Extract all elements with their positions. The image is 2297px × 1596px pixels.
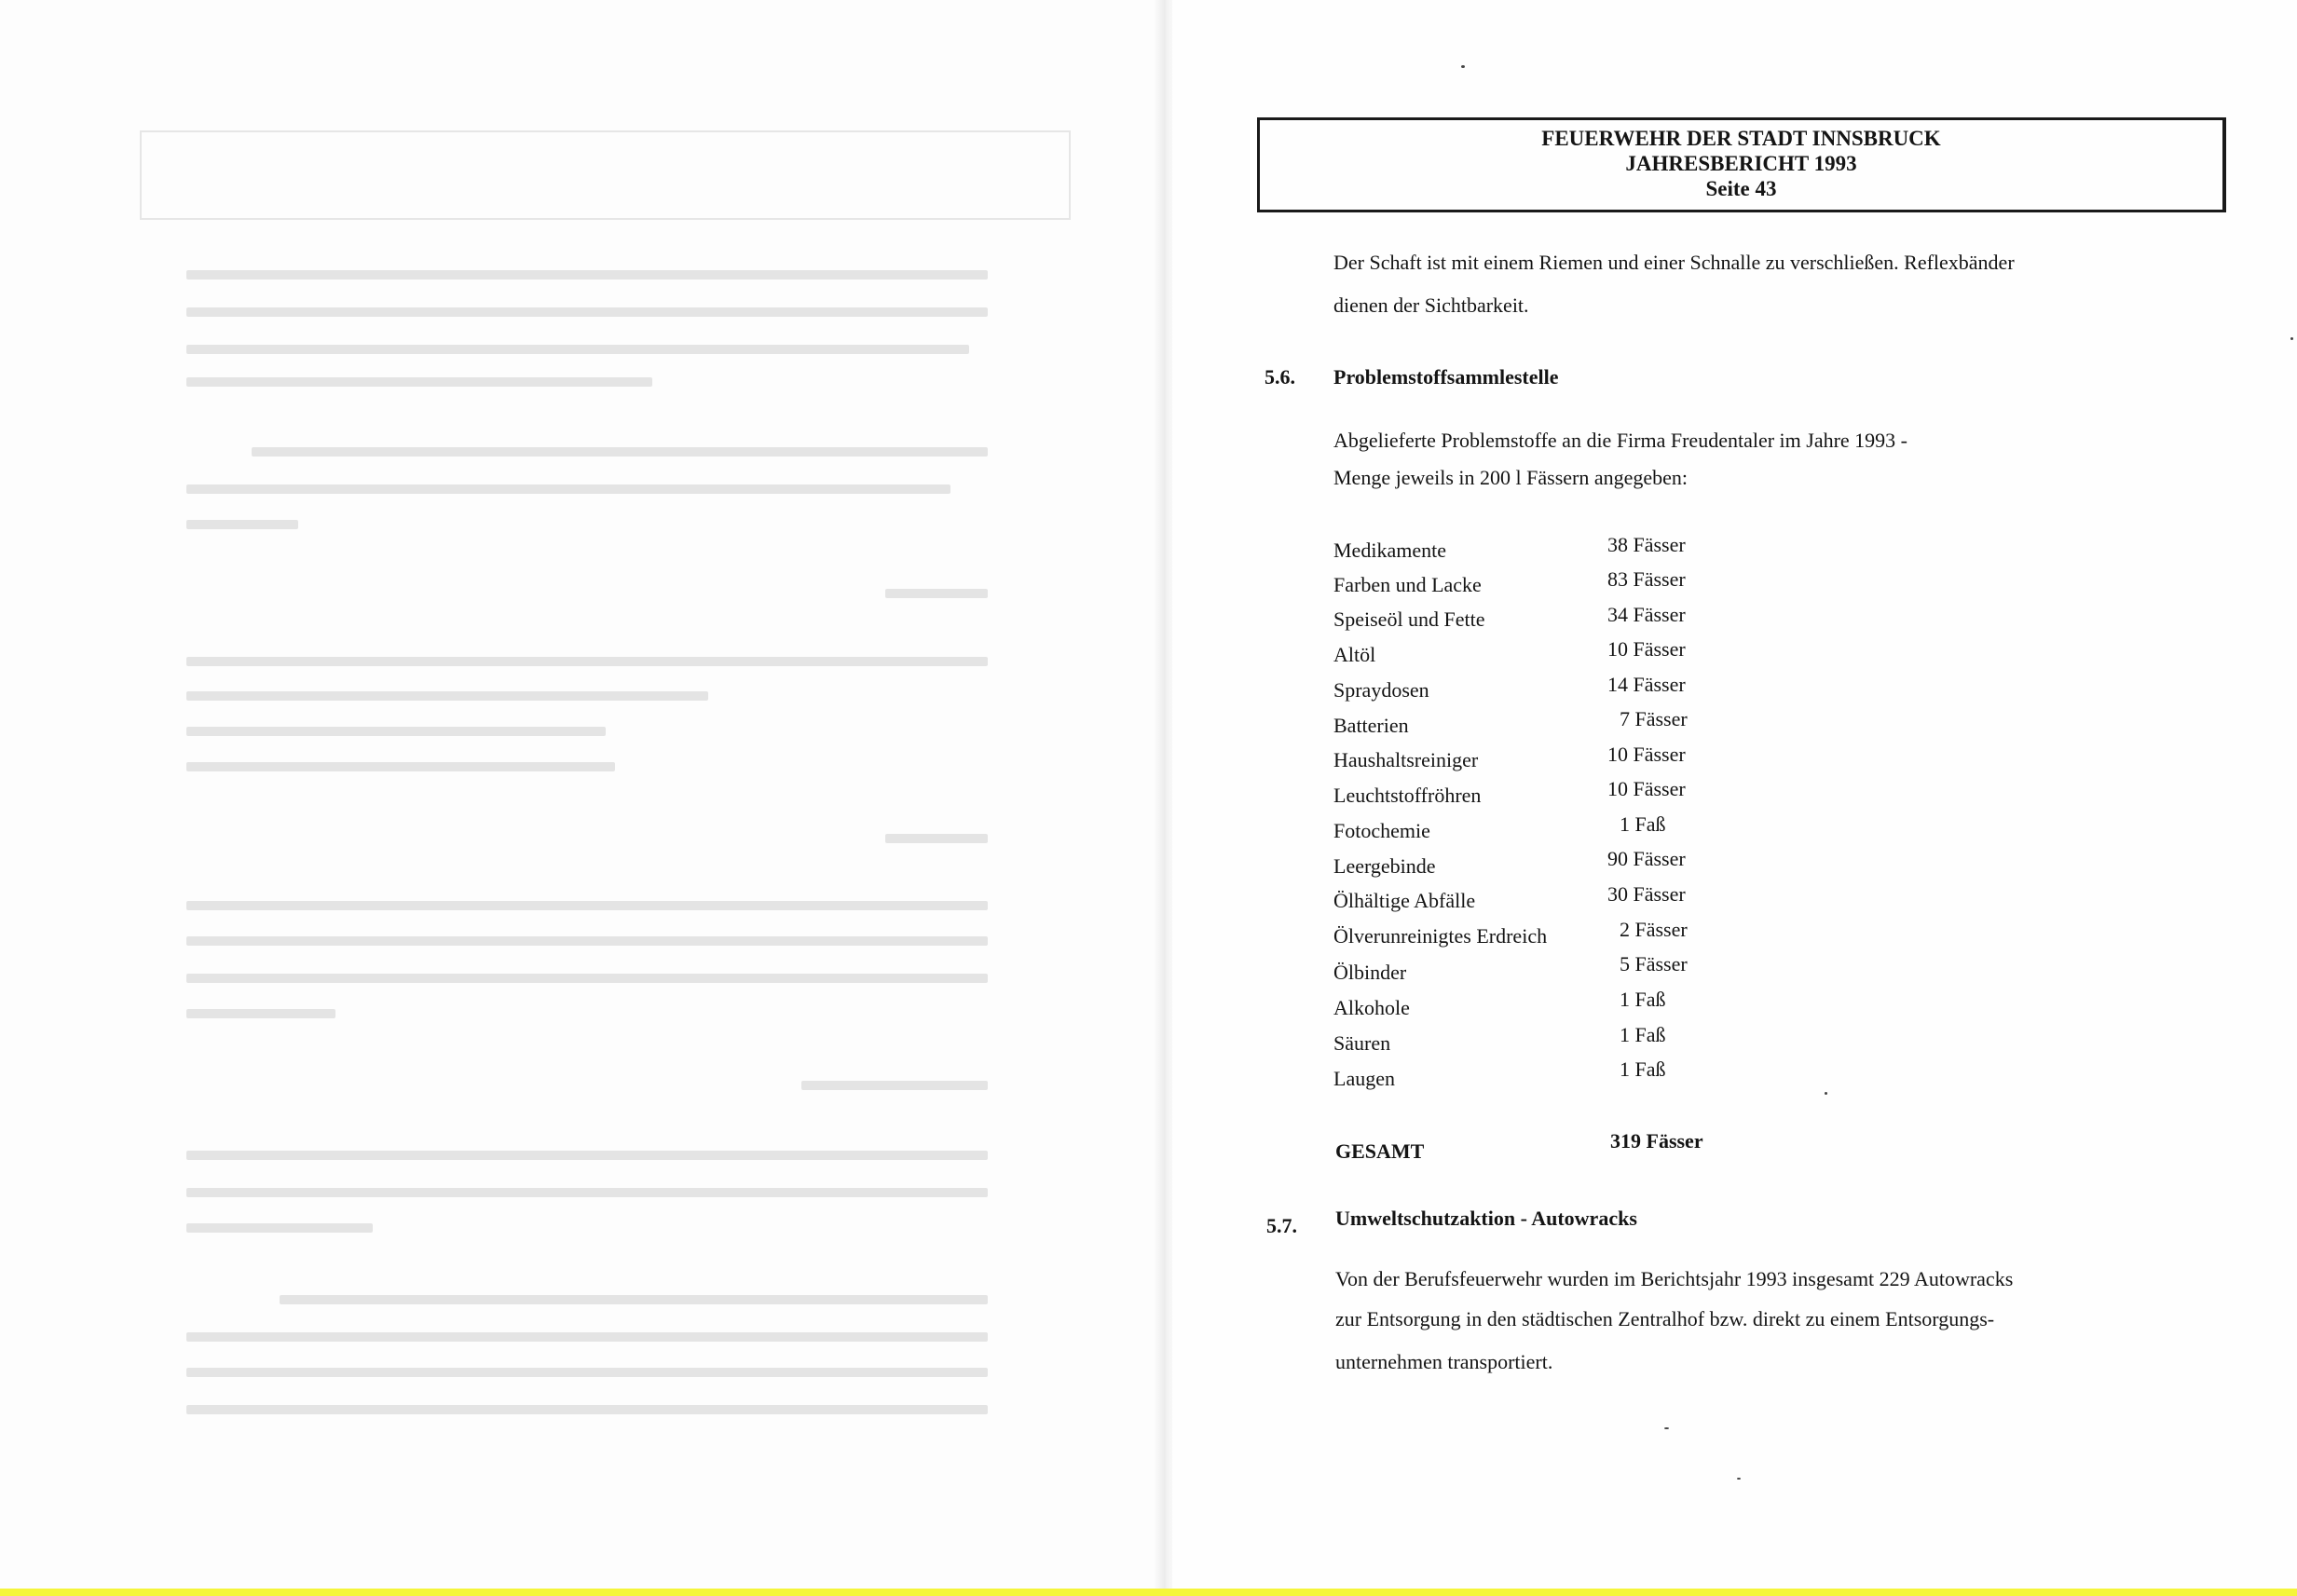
- list-item-quantity: 1 Faß: [1620, 1023, 1666, 1046]
- list-item-quantity: 5 Fässer: [1620, 952, 1688, 975]
- section-number: 5.6.: [1265, 365, 1295, 389]
- header-page-number: Seite 43: [1705, 177, 1777, 200]
- show-through-line: [186, 691, 708, 701]
- show-through-line: [186, 520, 298, 529]
- dust-speck: [1825, 1092, 1827, 1095]
- show-through-line: [186, 484, 950, 494]
- page-header: [1257, 117, 2226, 212]
- list-item-name: Farben und Lacke: [1333, 573, 1482, 596]
- list-item-quantity: 10 Fässer: [1607, 743, 1686, 766]
- show-through-line: [186, 307, 988, 317]
- section-number: 5.7.: [1266, 1214, 1297, 1237]
- list-item-name: Ölhältige Abfälle: [1333, 889, 1476, 912]
- show-through-line: [186, 1405, 988, 1414]
- section-text-line: Abgelieferte Problemstoffe an die Firma Freudentaler im Jahre 1993 -: [1333, 429, 1908, 452]
- dust-speck: [1664, 1427, 1669, 1429]
- list-item-quantity: 34 Fässer: [1607, 603, 1686, 626]
- show-through-line: [186, 1151, 988, 1160]
- show-through-header: [140, 130, 1071, 220]
- list-item-name: Leergebinde: [1333, 854, 1436, 878]
- list-item-quantity: 90 Fässer: [1607, 847, 1686, 870]
- show-through-line: [186, 936, 988, 946]
- list-item-name: Laugen: [1333, 1067, 1395, 1090]
- list-item-name: Säuren: [1333, 1031, 1391, 1055]
- list-item-quantity: 2 Fässer: [1620, 918, 1688, 941]
- dust-speck: [1737, 1478, 1741, 1480]
- dust-speck: [2290, 337, 2293, 340]
- show-through-line: [186, 974, 988, 983]
- list-item-quantity: 10 Fässer: [1607, 637, 1686, 661]
- show-through-line: [885, 834, 988, 843]
- show-through-line: [186, 727, 606, 736]
- list-item-quantity: 10 Fässer: [1607, 777, 1686, 800]
- section-text-line: Von der Berufsfeuerwehr wurden im Berichtsjahr 1993 insgesamt 229 Autowracks: [1335, 1267, 2014, 1290]
- show-through-line: [885, 589, 988, 598]
- list-item-name: Fotochemie: [1333, 819, 1430, 842]
- total-value: 319 Fässer: [1610, 1129, 1703, 1153]
- total-label: GESAMT: [1335, 1139, 1425, 1163]
- show-through-line: [280, 1295, 988, 1304]
- show-through-line: [186, 1368, 988, 1377]
- list-item-quantity: 7 Fässer: [1620, 707, 1688, 730]
- show-through-line: [186, 1009, 335, 1018]
- show-through-line: [801, 1081, 988, 1090]
- list-item-name: Speiseöl und Fette: [1333, 607, 1485, 631]
- header-organization: FEUERWEHR DER STADT INNSBRUCK: [1541, 127, 1941, 150]
- show-through-line: [186, 901, 988, 910]
- intro-line: dienen der Sichtbarkeit.: [1333, 293, 1529, 317]
- show-through-line: [186, 345, 969, 354]
- section-text-line: zur Entsorgung in den städtischen Zentralhof bzw. direkt zu einem Entsorgungs-: [1335, 1307, 1995, 1330]
- list-item-name: Leuchtstoffröhren: [1333, 784, 1482, 807]
- list-item-name: Ölbinder: [1333, 961, 1407, 984]
- list-item-quantity: 38 Fässer: [1607, 533, 1686, 556]
- section-text-line: Menge jeweils in 200 l Fässern angegeben:: [1333, 466, 1689, 489]
- header-report-title: JAHRESBERICHT 1993: [1625, 152, 1857, 175]
- section-text-line: unternehmen transportiert.: [1335, 1350, 1553, 1373]
- list-item-quantity: 30 Fässer: [1607, 882, 1686, 906]
- show-through-line: [186, 1332, 988, 1342]
- list-item-name: Alkohole: [1333, 996, 1410, 1019]
- right-page: [1172, 0, 2297, 1589]
- show-through-line: [186, 1223, 373, 1233]
- show-through-line: [186, 657, 988, 666]
- list-item-quantity: 1 Faß: [1620, 812, 1666, 836]
- show-through-line: [252, 447, 988, 457]
- show-through-line: [186, 762, 615, 771]
- list-item-quantity: 14 Fässer: [1607, 673, 1686, 696]
- scan-edge-strip: [0, 1589, 2297, 1596]
- list-item-name: Haushaltsreiniger: [1333, 748, 1479, 771]
- dust-speck: [1461, 65, 1465, 68]
- section-title: Problemstoffsammlestelle: [1333, 365, 1559, 389]
- show-through-line: [186, 377, 652, 387]
- show-through-line: [186, 270, 988, 280]
- intro-line: Der Schaft ist mit einem Riemen und einer Schnalle zu verschließen. Reflexbänder: [1333, 251, 2015, 274]
- list-item-quantity: 1 Faß: [1620, 988, 1666, 1011]
- show-through-line: [186, 1188, 988, 1197]
- list-item-name: Altöl: [1333, 643, 1376, 666]
- list-item-name: Medikamente: [1333, 539, 1446, 562]
- list-item-name: Batterien: [1333, 714, 1409, 737]
- section-title: Umweltschutzaktion - Autowracks: [1335, 1207, 1637, 1230]
- list-item-name: Spraydosen: [1333, 678, 1429, 702]
- list-item-quantity: 1 Faß: [1620, 1057, 1666, 1081]
- list-item-name: Ölverunreinigtes Erdreich: [1333, 924, 1548, 948]
- list-item-quantity: 83 Fässer: [1607, 567, 1686, 591]
